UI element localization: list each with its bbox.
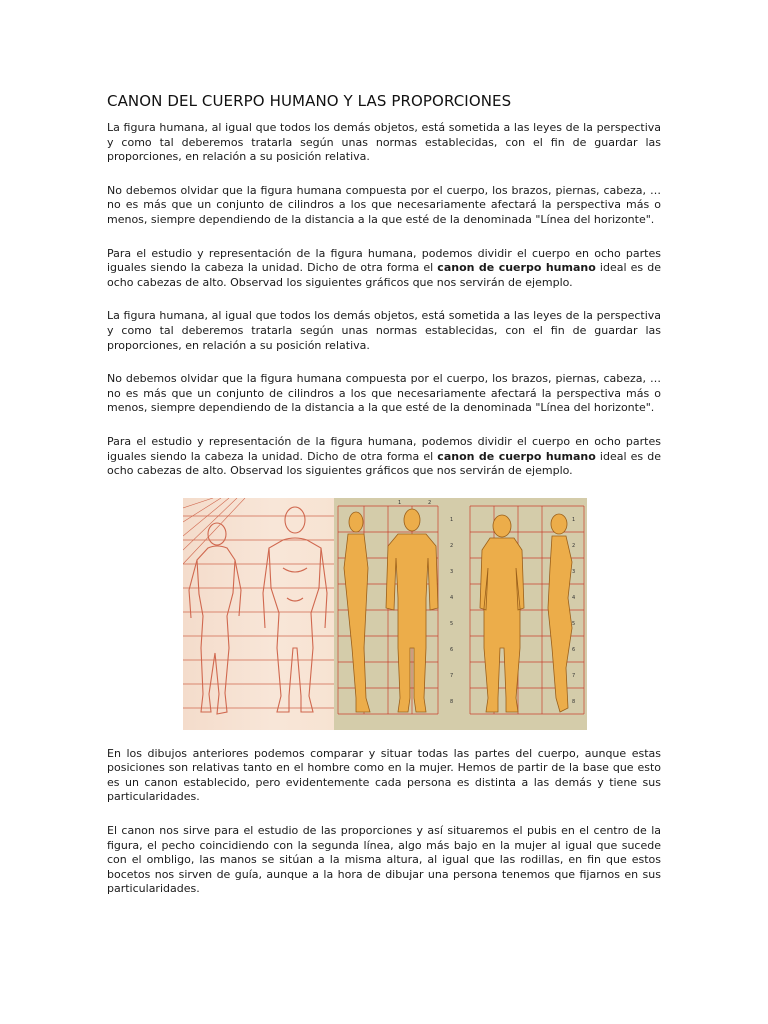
- sketch-perspective-line: [183, 498, 229, 536]
- grid-row-number: 3: [572, 568, 576, 575]
- grid-row-number: 5: [572, 620, 576, 627]
- paragraph-text: ideal es de ocho cabezas de alto. Observad los siguientes gráficos que nos servirán de ejemplo.: [107, 261, 662, 289]
- grid-row-number: 8: [572, 698, 576, 705]
- grid-top-number: 1: [398, 499, 402, 506]
- sketch-head-front: [285, 507, 305, 533]
- grid-row-number: 2: [450, 542, 454, 549]
- proportion-grid-panel: [334, 498, 587, 730]
- grid-row-number: 3: [450, 568, 454, 575]
- page-title: CANON DEL CUERPO HUMANO Y LAS PROPORCIONES: [107, 92, 512, 110]
- sketch-head-back: [208, 523, 226, 545]
- male-front-head: [404, 509, 420, 531]
- paragraph: [107, 247, 661, 291]
- colored-figures: [344, 509, 572, 712]
- proportion-grid-drawing: [334, 498, 587, 730]
- female-front-head: [493, 515, 511, 537]
- sketch-perspective-line: [183, 498, 213, 508]
- sketch-torso-detail: [283, 568, 307, 601]
- grid-row-number: 2: [572, 542, 576, 549]
- male-sketch-drawing: [183, 498, 334, 730]
- paragraph-text: ideal es de ocho cabezas de alto. Observad los siguientes gráficos que nos servirán de ejemplo.: [107, 449, 662, 478]
- paragraph: [107, 435, 661, 479]
- sketch-body-back: [197, 546, 235, 714]
- paragraph: En los dibujos anteriores podemos comparar y situar todas las partes del cuerpo, aunque estas posiciones son relativas tanto en el hombre como en la mujer. Hemos de partir de la base que esto es un canon establecido, pero evidentemente cada persona es distinta a las demás y tiene sus particularidades.: [107, 746, 661, 804]
- paragraph: El canon nos sirve para el estudio de las proporciones y así situaremos el pubis en el centro de la figura, el pecho coincidiendo con la segunda línea, algo más bajo en la mujer al igual que sucede con el ombligo, las manos se sitúan a la misma altura, al igual que las rodillas, en fin que estos bocetos nos sirven de guía, aunque a la hora de dibujar una persona tenemos que fijarnos en sus particularidades.: [107, 824, 661, 896]
- female-side-body: [548, 536, 572, 712]
- sketched-figures: [189, 507, 327, 714]
- bold-term: canon de cuerpo humano: [437, 261, 596, 275]
- sketch-perspective-line: [183, 498, 245, 564]
- paragraph: La figura humana, al igual que todos los demás objetos, está sometida a las leyes de la perspectiva y como tal deberemos tratarla según unas normas establecidas, con el fin de guardar las proporciones, en relación a su posición relativa.: [107, 121, 661, 164]
- document-body: [107, 92, 661, 916]
- paragraph: La figura humana, al igual que todos los demás objetos, está sometida a las leyes de la perspectiva y como tal deberemos tratarla según unas normas establecidas, con el fin de guardar las proporciones, en relación a su posición relativa.: [107, 309, 661, 352]
- grid-row-number: 7: [572, 672, 576, 679]
- grid-row-number: 1: [572, 516, 576, 523]
- sketch-panel: [183, 498, 334, 730]
- proportions-illustration: [183, 498, 587, 730]
- grid-row-number: 6: [450, 646, 454, 653]
- grid-row-number: 7: [450, 672, 454, 679]
- proportion-grid: [338, 506, 584, 714]
- grid-row-number: 4: [450, 594, 454, 601]
- grid-row-number: 5: [450, 620, 454, 627]
- male-side-body: [344, 534, 370, 712]
- bold-term: canon de cuerpo humano: [437, 449, 596, 463]
- sketch-guidelines: [183, 498, 334, 708]
- grid-row-number: 1: [450, 516, 454, 523]
- female-front-body: [480, 538, 524, 712]
- male-side-head: [349, 512, 363, 532]
- grid-row-number: 8: [450, 698, 454, 705]
- grid-row-number: 6: [572, 646, 576, 653]
- paragraph: No debemos olvidar que la figura humana compuesta por el cuerpo, los brazos, piernas, cabeza, … no es más que un conjunto de cilindros a los que necesariamente afectará la perspectiva más o menos, siempre dependiendo de la distancia a la que esté de la denominada "Línea del horizonte".: [107, 183, 661, 226]
- sketch-perspective-line: [183, 498, 237, 550]
- grid-top-number: 2: [428, 499, 432, 506]
- paragraph-text: Para el estudio y representación de la figura humana, podemos dividir el cuerpo en ocho partes iguales siendo la cabeza la unidad. Dicho de otra forma el: [107, 246, 661, 275]
- female-side-head: [551, 514, 567, 534]
- paragraph-text: Para el estudio y representación de la figura humana, podemos dividir el cuerpo en ocho partes iguales siendo la cabeza la unidad. Dicho de otra forma el: [107, 434, 661, 463]
- grid-row-number: 4: [572, 594, 576, 601]
- paragraph: No debemos olvidar que la figura humana compuesta por el cuerpo, los brazos, piernas, cabeza, … no es más que un conjunto de cilindros a los que necesariamente afectará la perspectiva más o menos, siempre dependiendo de la distancia a la que esté de la denominada "Línea del horizonte".: [107, 372, 661, 415]
